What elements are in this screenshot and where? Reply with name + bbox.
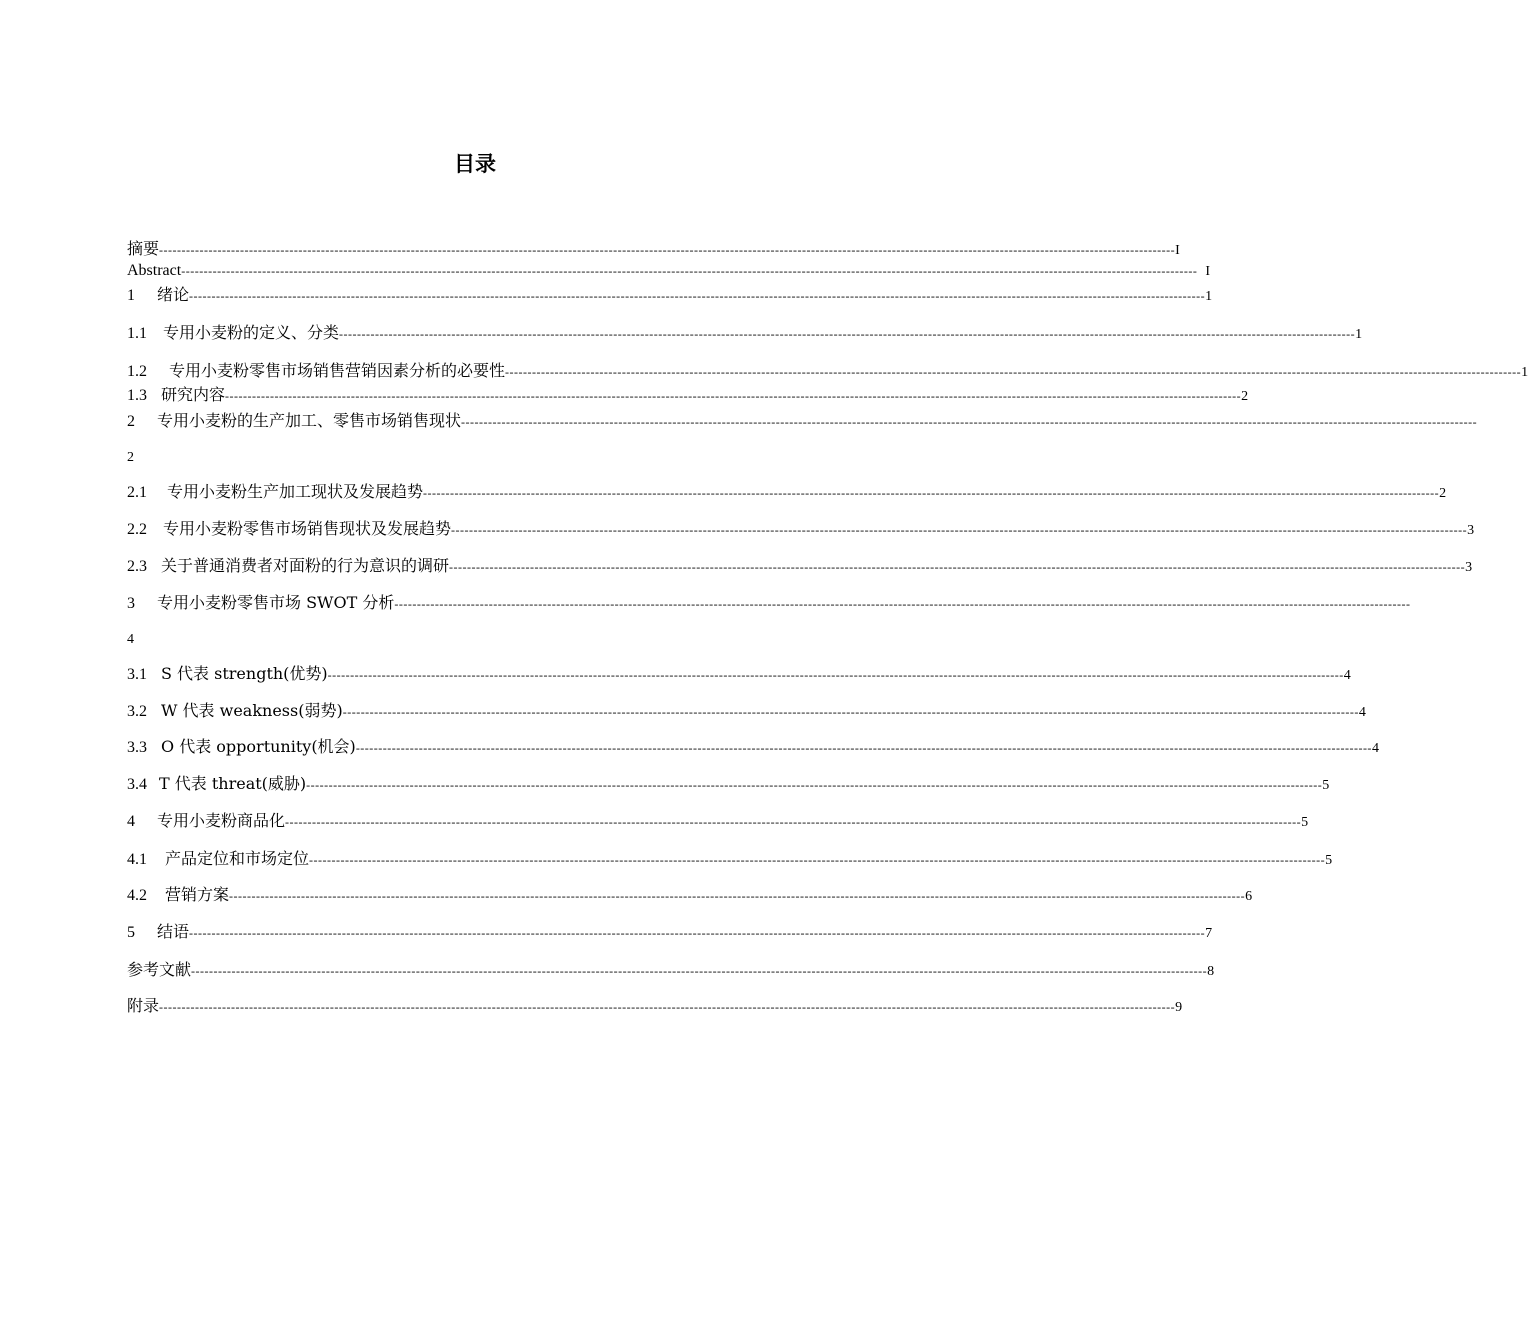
toc-label: T 代表 threat(威胁) (159, 774, 307, 793)
toc-label: W 代表 weakness(弱势) (161, 701, 343, 720)
toc-leader: ---------------------------------------------------------------------------------------------------------------------------------------------------------------------------------------------------------------------------------- (339, 327, 1356, 341)
toc-label: 专用小麦粉生产加工现状及发展趋势 (167, 482, 424, 501)
toc-label: 专用小麦粉的生产加工、零售市场销售现状 (157, 411, 462, 430)
toc-page-number: 5 (1322, 778, 1330, 793)
toc-page-number: 4 (1371, 741, 1379, 756)
toc-page-number: 6 (1245, 889, 1253, 904)
toc-entry-3-4[interactable] (127, 774, 1330, 796)
toc-page-number: 2 (1439, 486, 1447, 501)
toc-entry-1-2[interactable] (127, 361, 1528, 383)
toc-page-number: 2 (1241, 389, 1249, 404)
toc-page-number: 1 (1205, 289, 1213, 304)
toc-leader: ---------------------------------------------------------------------------------------------------------------------------------------------------------------------------------------------------------------------------------- (327, 668, 1344, 682)
toc-number: 3.4 (127, 776, 147, 793)
toc-entry-5[interactable] (127, 922, 1213, 944)
toc-label: O 代表 opportunity(机会) (161, 737, 356, 756)
toc-page-number: I (1205, 264, 1210, 279)
toc-entry-2-3[interactable] (127, 556, 1473, 578)
toc-leader: ---------------------------------------------------------------------------------------------------------------------------------------------------------------------------------------------------------------------------------- (181, 264, 1198, 278)
toc-label: 参考文献 (127, 960, 192, 979)
toc-number: 1 (127, 287, 135, 304)
toc-label: 产品定位和市场定位 (165, 849, 310, 868)
toc-leader: ---------------------------------------------------------------------------------------------------------------------------------------------------------------------------------------------------------------------------------- (306, 778, 1323, 792)
toc-label: 专用小麦粉零售市场销售现状及发展趋势 (163, 519, 452, 538)
toc-number: 5 (127, 924, 135, 941)
toc-number: 3.2 (127, 703, 147, 720)
toc-label: 摘要 (127, 239, 160, 258)
toc-page-number: 4 (127, 632, 134, 647)
toc-entry-1-1[interactable] (127, 323, 1363, 345)
toc-number: 2.2 (127, 521, 147, 538)
toc-leader: ---------------------------------------------------------------------------------------------------------------------------------------------------------------------------------------------------------------------------------- (342, 705, 1359, 719)
toc-entry-2[interactable] (127, 411, 1478, 432)
toc-entry-2-1[interactable] (127, 482, 1447, 504)
toc-leader: ---------------------------------------------------------------------------------------------------------------------------------------------------------------------------------------------------------------------------------- (449, 560, 1466, 574)
toc-entry-3[interactable] (127, 593, 1411, 614)
toc-leader: ---------------------------------------------------------------------------------------------------------------------------------------------------------------------------------------------------------------------------------- (189, 926, 1206, 940)
toc-entry-4-1[interactable] (127, 849, 1333, 871)
toc-leader: ---------------------------------------------------------------------------------------------------------------------------------------------------------------------------------------------------------------------------------- (451, 523, 1468, 537)
toc-page-number: I (1175, 243, 1180, 258)
toc-leader: ---------------------------------------------------------------------------------------------------------------------------------------------------------------------------------------------------------------------------------- (225, 389, 1242, 403)
toc-entry-abstract-cn[interactable] (127, 239, 1180, 261)
toc-label: 专用小麦粉的定义、分类 (163, 323, 340, 342)
toc-label: 专用小麦粉商品化 (157, 811, 286, 830)
toc-leader: ---------------------------------------------------------------------------------------------------------------------------------------------------------------------------------------------------------------------------------- (191, 964, 1208, 978)
toc-label: Abstract (127, 262, 182, 279)
toc-entry-4-2[interactable] (127, 885, 1253, 907)
toc-number: 2.1 (127, 484, 147, 501)
toc-number: 3.3 (127, 739, 147, 756)
toc-entry-1-3[interactable] (127, 385, 1249, 407)
toc-entry-appendix[interactable] (127, 996, 1183, 1018)
toc-label: S 代表 strength(优势) (161, 664, 328, 683)
toc-label: 关于普通消费者对面粉的行为意识的调研 (161, 556, 450, 575)
toc-page-number: 2 (127, 450, 134, 465)
toc-label: 附录 (127, 996, 160, 1015)
toc-number: 2.3 (127, 558, 147, 575)
toc-page-number: 4 (1343, 668, 1351, 683)
page-title: 目录 (454, 152, 496, 176)
toc-page-number: 7 (1205, 926, 1213, 941)
toc-leader: ---------------------------------------------------------------------------------------------------------------------------------------------------------------------------------------------------------------------------------- (189, 289, 1206, 303)
toc-leader: ---------------------------------------------------------------------------------------------------------------------------------------------------------------------------------------------------------------------------------- (394, 597, 1411, 611)
toc-leader: ---------------------------------------------------------------------------------------------------------------------------------------------------------------------------------------------------------------------------------- (285, 815, 1302, 829)
toc-entry-4[interactable] (127, 811, 1309, 833)
toc-page-number: 5 (1301, 815, 1309, 830)
toc-page-number: 1 (1521, 365, 1528, 380)
toc-leader: ---------------------------------------------------------------------------------------------------------------------------------------------------------------------------------------------------------------------------------- (159, 1000, 1176, 1014)
toc-entry-references[interactable] (127, 960, 1215, 982)
toc-number: 2 (127, 413, 135, 430)
toc-leader: ---------------------------------------------------------------------------------------------------------------------------------------------------------------------------------------------------------------------------------- (159, 243, 1176, 257)
toc-leader: ---------------------------------------------------------------------------------------------------------------------------------------------------------------------------------------------------------------------------------- (355, 741, 1372, 755)
toc-label: 绪论 (157, 285, 190, 304)
toc-page-number: 3 (1465, 560, 1473, 575)
toc-page-number: 5 (1325, 853, 1333, 868)
toc-number: 4 (127, 813, 135, 830)
toc-leader: ---------------------------------------------------------------------------------------------------------------------------------------------------------------------------------------------------------------------------------- (309, 853, 1326, 867)
toc-number: 4.2 (127, 887, 147, 904)
toc-number: 4.1 (127, 851, 147, 868)
toc-page-number: 8 (1207, 964, 1215, 979)
toc-number: 3.1 (127, 666, 147, 683)
toc-leader: ---------------------------------------------------------------------------------------------------------------------------------------------------------------------------------------------------------------------------------- (505, 365, 1522, 379)
toc-label: 结语 (157, 922, 190, 941)
toc-number: 1.1 (127, 325, 147, 342)
toc-page-number: 4 (1358, 705, 1366, 720)
toc-page-number: 3 (1467, 523, 1475, 538)
toc-number: 1.2 (127, 363, 147, 380)
toc-number: 1.3 (127, 387, 147, 404)
toc-number: 3 (127, 595, 135, 612)
toc-label: 专用小麦粉零售市场销售营销因素分析的必要性 (169, 361, 506, 380)
toc-entry-3-3[interactable] (127, 737, 1379, 759)
toc-entry-2-2[interactable] (127, 519, 1475, 541)
toc-label: 专用小麦粉零售市场 SWOT 分析 (157, 593, 395, 612)
toc-entry-3-1[interactable] (127, 664, 1351, 686)
toc-page-number: 1 (1355, 327, 1363, 342)
toc-leader: ---------------------------------------------------------------------------------------------------------------------------------------------------------------------------------------------------------------------------------- (229, 889, 1246, 903)
toc-entry-3-2[interactable] (127, 701, 1366, 723)
toc-entry-abstract-en[interactable] (127, 261, 1210, 282)
toc-label: 营销方案 (165, 885, 230, 904)
toc-page-number: 9 (1175, 1000, 1183, 1015)
toc-entry-1[interactable] (127, 285, 1213, 307)
toc-leader: ---------------------------------------------------------------------------------------------------------------------------------------------------------------------------------------------------------------------------------- (461, 415, 1478, 429)
toc-leader: ---------------------------------------------------------------------------------------------------------------------------------------------------------------------------------------------------------------------------------- (423, 486, 1440, 500)
toc-label: 研究内容 (161, 385, 226, 404)
